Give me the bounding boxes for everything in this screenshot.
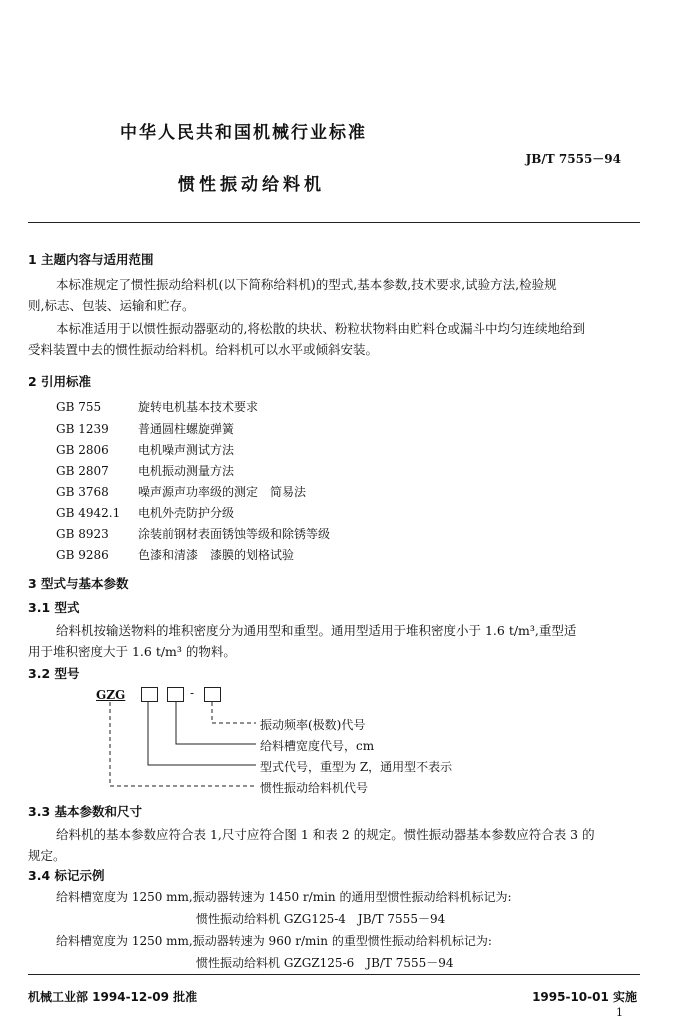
- section-1-paragraph-1: 本标准规定了惯性振动给料机(以下简称给料机)的型式,基本参数,技术要求,试验方法,检验规 则,标志、包装、运输和贮存。: [28, 277, 557, 313]
- section-3-heading: 3 型式与基本参数: [28, 576, 129, 591]
- section-3-4-heading: 3.4 标记示例: [28, 868, 105, 883]
- standard-category-title: 中华人民共和国机械行业标准: [120, 123, 367, 143]
- section-3-1-text: 给料机按输送物料的堆积密度分为通用型和重型。通用型适用于堆积密度小于 1.6 t/m³,重型适 用于堆积密度大于 1.6 t/m³ 的物料。: [28, 623, 577, 659]
- model-label-width: 给料槽宽度代号，cm: [260, 739, 375, 753]
- approval-date: 机械工业部 1994-12-09 批准: [28, 990, 198, 1004]
- example-1-text: 给料槽宽度为 1250 mm,振动器转速为 1450 r/min 的通用型惯性振动给料机标记为:: [56, 890, 512, 904]
- example-2-text: 给料槽宽度为 1250 mm,振动器转速为 960 r/min 的重型惯性振动给料机标记为:: [56, 934, 492, 948]
- section-1-heading: 1 主题内容与适用范围: [28, 252, 154, 267]
- model-dash: -: [190, 686, 195, 700]
- model-label-frequency: 振动频率(极数)代号: [260, 718, 366, 732]
- section-1-paragraph-2: 本标准适用于以惯性振动器驱动的,将松散的块状、粉粒状物料由贮料仓或漏斗中均匀连续地给到 受料装置中去的惯性振动给料机。给料机可以水平或倾斜安装。: [28, 321, 585, 357]
- page-number: 1: [616, 1006, 623, 1019]
- standard-item: GB 8923 涂装前钢材表面锈蚀等级和除锈等级: [56, 527, 331, 541]
- footer-rule: [28, 974, 640, 975]
- standard-item: GB 2807 电机振动测量方法: [56, 464, 235, 478]
- effective-date: 1995-10-01 实施: [532, 990, 637, 1004]
- section-3-3-text: 给料机的基本参数应符合表 1,尺寸应符合图 1 和表 2 的规定。惯性振动器基本参数应符合表 3 的 规定。: [28, 827, 595, 863]
- standard-code: JB/T 7555－94: [525, 152, 621, 166]
- standard-item: GB 755 旋转电机基本技术要求: [56, 400, 259, 414]
- section-2-heading: 2 引用标准: [28, 374, 92, 389]
- standard-item: GB 1239 普通圆柱螺旋弹簧: [56, 422, 235, 436]
- model-label-type: 型式代号，重型为 Z，通用型不表示: [260, 760, 453, 774]
- example-1-mark: 惯性振动给料机 GZG125-4 JB/T 7555－94: [196, 912, 446, 926]
- standard-item: GB 2806 电机噪声测试方法: [56, 443, 235, 457]
- model-prefix: GZG: [96, 688, 126, 702]
- standard-item: GB 4942.1 电机外壳防护分级: [56, 506, 235, 520]
- standard-item: GB 3768 噪声源声功率级的测定 简易法: [56, 485, 307, 499]
- section-3-1-heading: 3.1 型式: [28, 600, 80, 615]
- section-3-2-heading: 3.2 型号: [28, 666, 80, 681]
- example-2-mark: 惯性振动给料机 GZGZ125-6 JB/T 7555－94: [196, 956, 454, 970]
- section-3-3-heading: 3.3 基本参数和尺寸: [28, 804, 142, 819]
- standard-item: GB 9286 色漆和清漆 漆膜的划格试验: [56, 548, 295, 562]
- model-label-machine: 惯性振动给料机代号: [260, 781, 369, 795]
- document-title: 惯性振动给料机: [178, 175, 325, 195]
